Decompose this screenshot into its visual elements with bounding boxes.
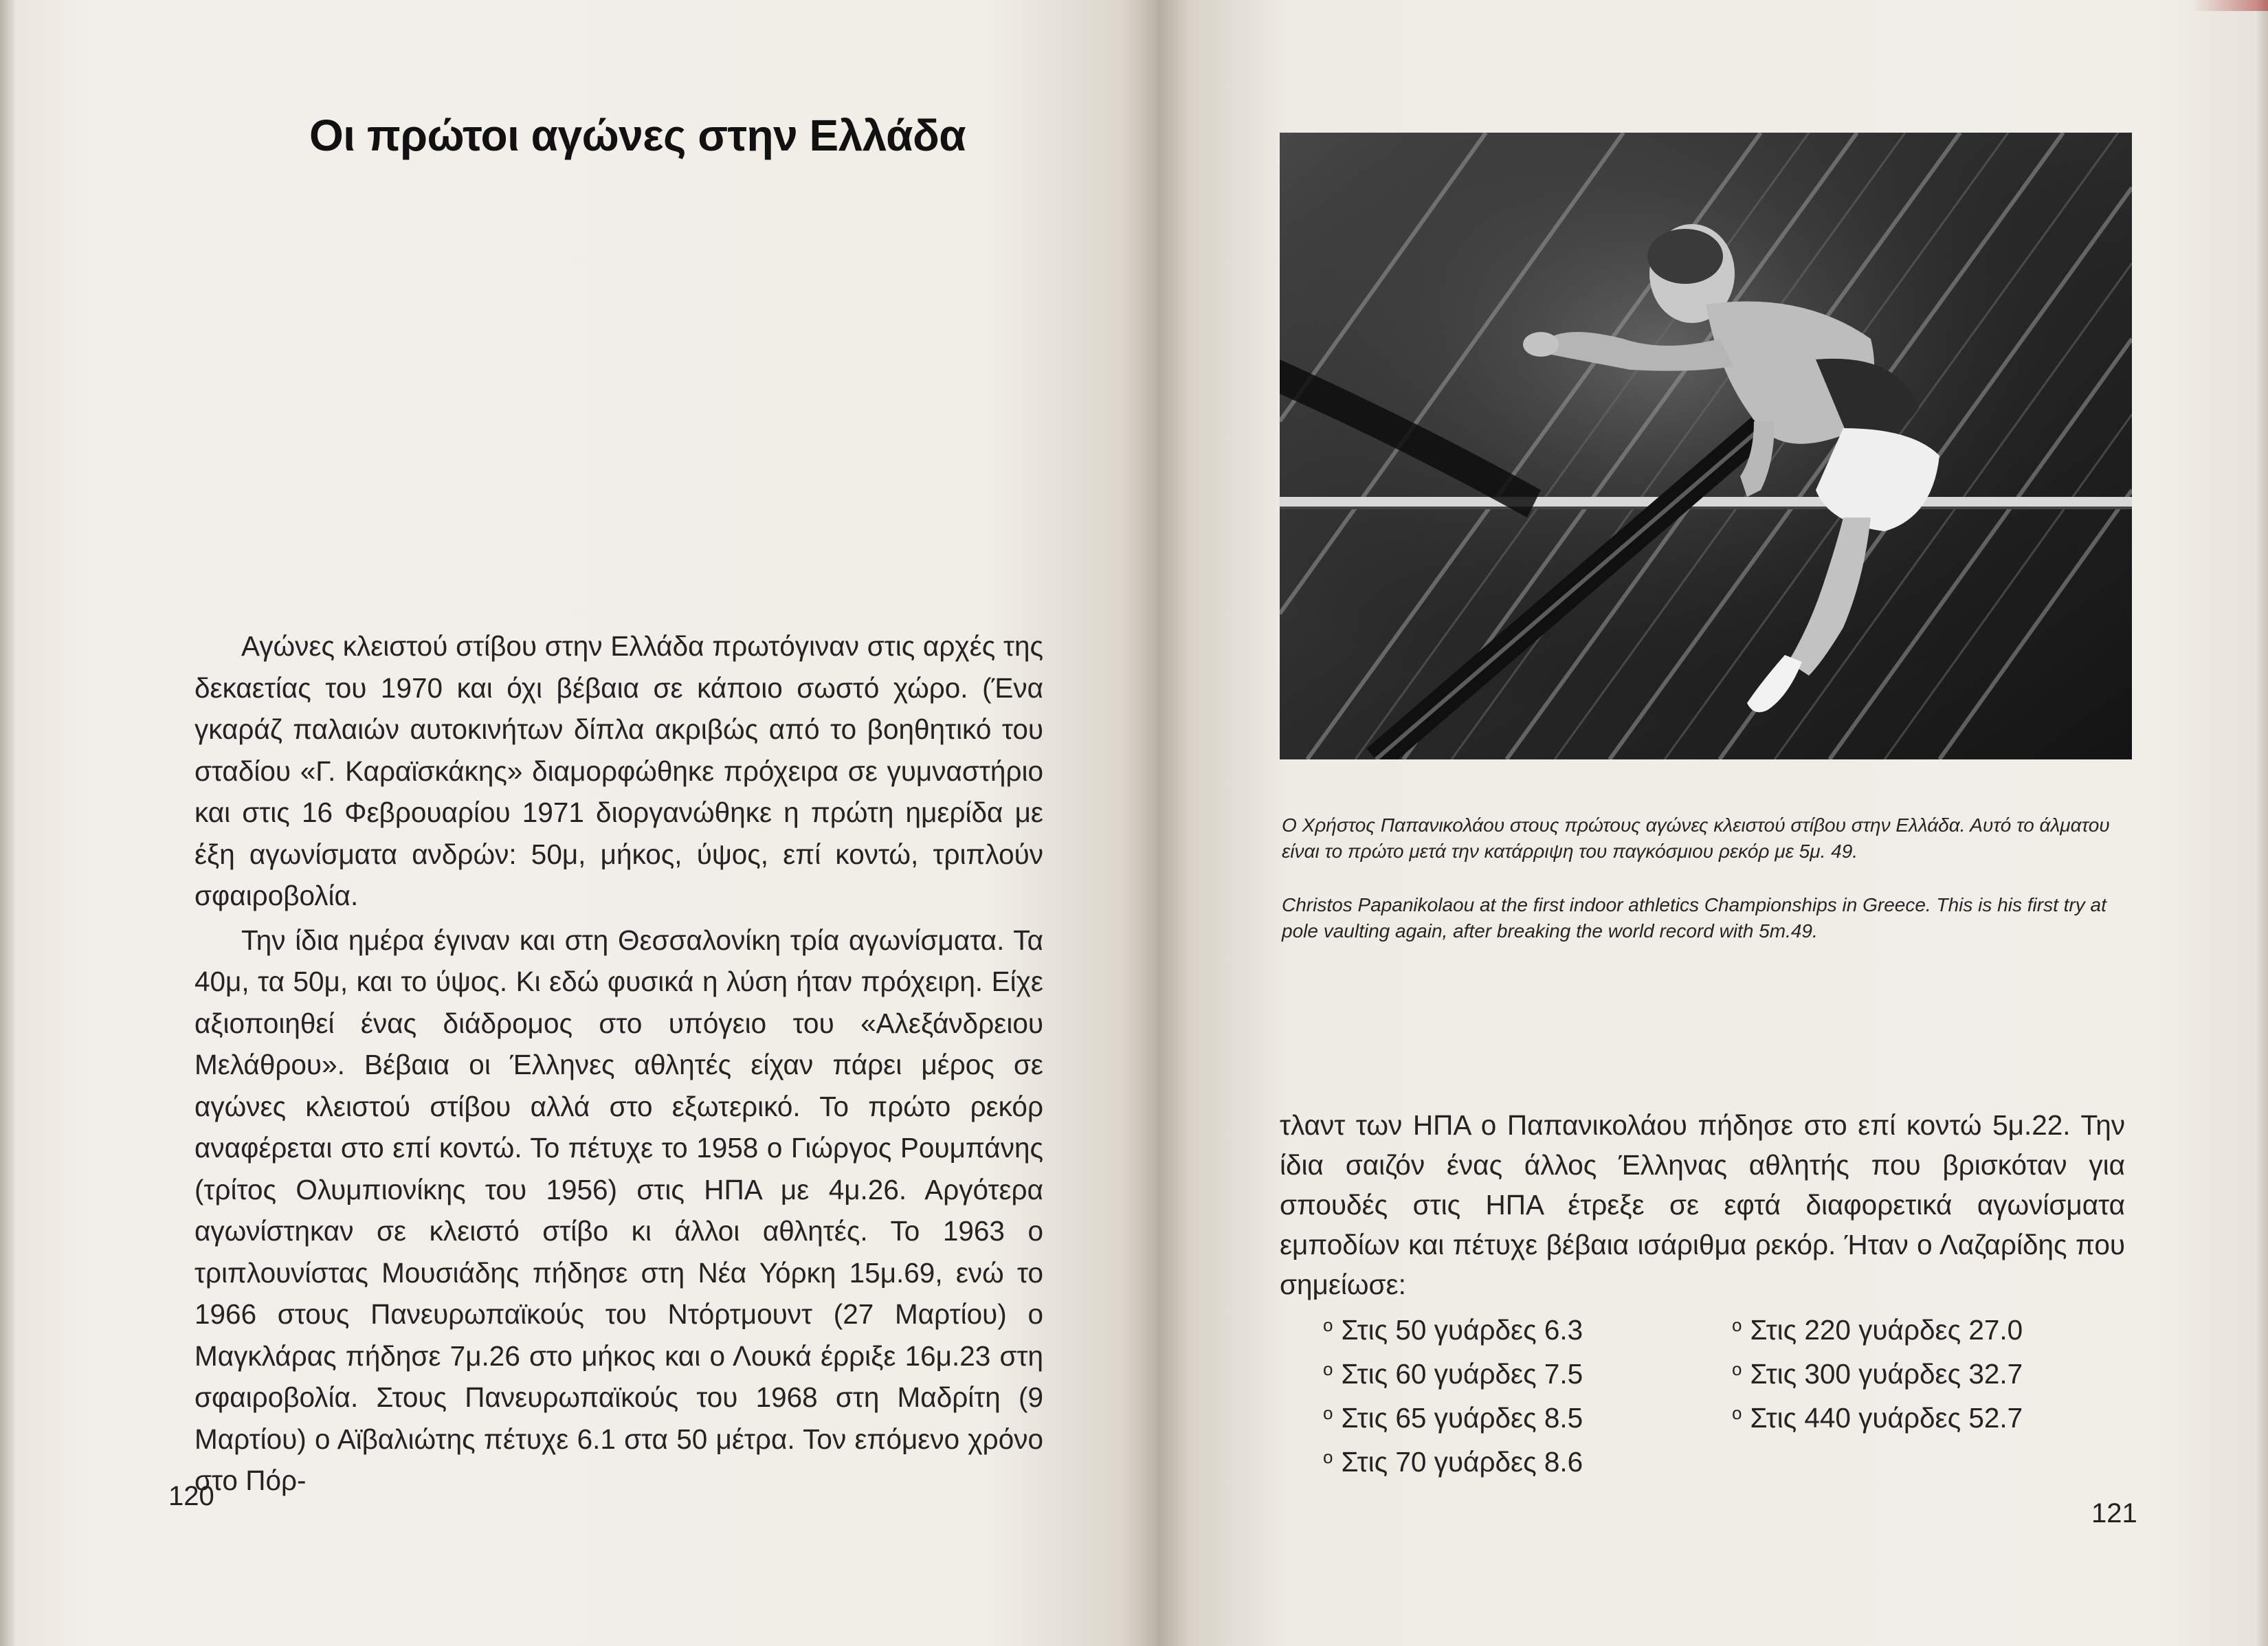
record-item	[1323, 1350, 1583, 1394]
right-page-edge	[2254, 0, 2268, 1646]
record-text: Στις 60 γυάρδες 7.5	[1341, 1358, 1583, 1390]
records-list-column-2	[1732, 1306, 2023, 1438]
left-paragraph-2: Την ίδια ημέρα έγιναν και στη Θεσσαλονίκη τρία αγωνίσματα. Τα 40μ, τα 50μ, και το ύψος. Κι εδώ φυσικά η λύση ήταν πρόχειρη. Είχε αξιοποιηθεί ένας διάδρομος στο υπόγειο του «Αλεξάνδρειου Μελάθρου». Βέβαια οι Έλληνες αθλητές είχαν πάρει μέρος σε αγώνες κλειστού στίβου αλλά στο εξωτερικό. Το πρώτο ρεκόρ αναφέρεται στο επί κοντώ. Το πέτυχε το 1958 ο Γιώργος Ρουμπάνης (τρίτος Ολυμπιονίκης του 1956) στις ΗΠΑ με 4μ.26. Αργότερα αγωνίστηκαν σε κλειστό στίβο κι άλλοι αθλητές. Το 1963 ο τριπλουνίστας Μουσιάδης πήδησε στη Νέα Υόρκη 15μ.69, ενώ το 1966 στους Πανευρωπαϊκούς του Ντόρτμουντ (27 Μαρτίου) ο Μαγκλάρας πήδησε 7μ.26 στο μήκος και ο Λουκά έρριξε 16μ.23 στη σφαιροβολία. Στους Πανευρωπαϊκούς του 1968 στη Μαδρίτη (9 Μαρτίου) ο Αϊβαλιώτης πέτυχε 6.1 στα 50 μέτρα. Τον επόμενο χρόνο στο Πόρ-	[194, 924, 1043, 1496]
pole-vault-photo	[1280, 133, 2132, 759]
right-body-text	[1280, 1105, 2125, 1304]
record-item	[1732, 1306, 2023, 1350]
bullet-icon: o	[1732, 1359, 1742, 1379]
bullet-icon: o	[1732, 1403, 1742, 1423]
record-text: Στις 440 γυάρδες 52.7	[1750, 1402, 2023, 1434]
record-item	[1732, 1350, 2023, 1394]
photo-caption	[1282, 812, 2127, 944]
record-text: Στις 70 γυάρδες 8.6	[1341, 1446, 1583, 1478]
record-item	[1323, 1438, 1583, 1482]
record-text: Στις 220 γυάρδες 27.0	[1750, 1314, 2023, 1346]
record-text: Στις 50 γυάρδες 6.3	[1341, 1314, 1583, 1346]
record-item	[1323, 1306, 1583, 1350]
left-body-text	[194, 625, 1043, 1502]
caption-greek: Ο Χρήστος Παπανικολάου στους πρώτους αγώνες κλειστού στίβου στην Ελλάδα. Αυτό το άλματου είναι το πρώτο μετά την κατάρριψη του παγκόσμιου ρεκόρ με 5μ. 49.	[1282, 814, 2110, 862]
page-number-left: 120	[168, 1481, 214, 1511]
right-paragraph: τλαντ των ΗΠΑ ο Παπανικολάου πήδησε στο επί κοντώ 5μ.22. Την ίδια σαιζόν ένας άλλος Έλληνας αθλητής που βρισκόταν για σπουδές στις ΗΠΑ έτρεξε σε εφτά διαφορετικά αγωνίσματα εμποδίων και πέτυχε βέβαια ισάριθμα ρεκόρ. Ήταν ο Λαζαρίδης που σημείωσε:	[1280, 1109, 2125, 1300]
page-title: Οι πρώτοι αγώνες στην Ελλάδα	[309, 111, 966, 160]
records-list-column-1	[1323, 1306, 1583, 1482]
bullet-icon: o	[1323, 1315, 1333, 1335]
record-text: Στις 300 γυάρδες 32.7	[1750, 1358, 2023, 1390]
corner-stain	[2192, 0, 2268, 11]
bullet-icon: o	[1732, 1315, 1742, 1335]
left-page-edge	[0, 0, 15, 1646]
bullet-icon: o	[1323, 1403, 1333, 1423]
left-paragraph-1: Αγώνες κλειστού στίβου στην Ελλάδα πρωτόγιναν στις αρχές της δεκαετίας του 1970 και όχι βέβαια σε κάποιο σωστό χώρο. (Ένα γκαράζ παλαιών αυτοκινήτων δίπλα ακριβώς από το βοηθητικό του σταδίου «Γ. Καραϊσκάκης» διαμορφώθηκε πρόχειρα σε γυμναστήριο και στις 16 Φεβρουαρίου 1971 διοργανώθηκε η πρώτη ημερίδα με έξη αγωνίσματα ανδρών: 50μ, μήκος, ύψος, επί κοντώ, τριπλούν σφαιροβολία.	[194, 630, 1043, 911]
record-item	[1732, 1394, 2023, 1438]
pole-vault-photo-image	[1280, 133, 2132, 759]
record-item	[1323, 1394, 1583, 1438]
bullet-icon: o	[1323, 1447, 1333, 1467]
caption-english: Christos Papanikolaou at the first indoor athletics Championships in Greece. This is his first try at pole vaulting again, after breaking the world record with 5m.49.	[1282, 894, 2106, 942]
bullet-icon: o	[1323, 1359, 1333, 1379]
record-text: Στις 65 γυάρδες 8.5	[1341, 1402, 1583, 1434]
page-number-right: 121	[2091, 1498, 2137, 1528]
